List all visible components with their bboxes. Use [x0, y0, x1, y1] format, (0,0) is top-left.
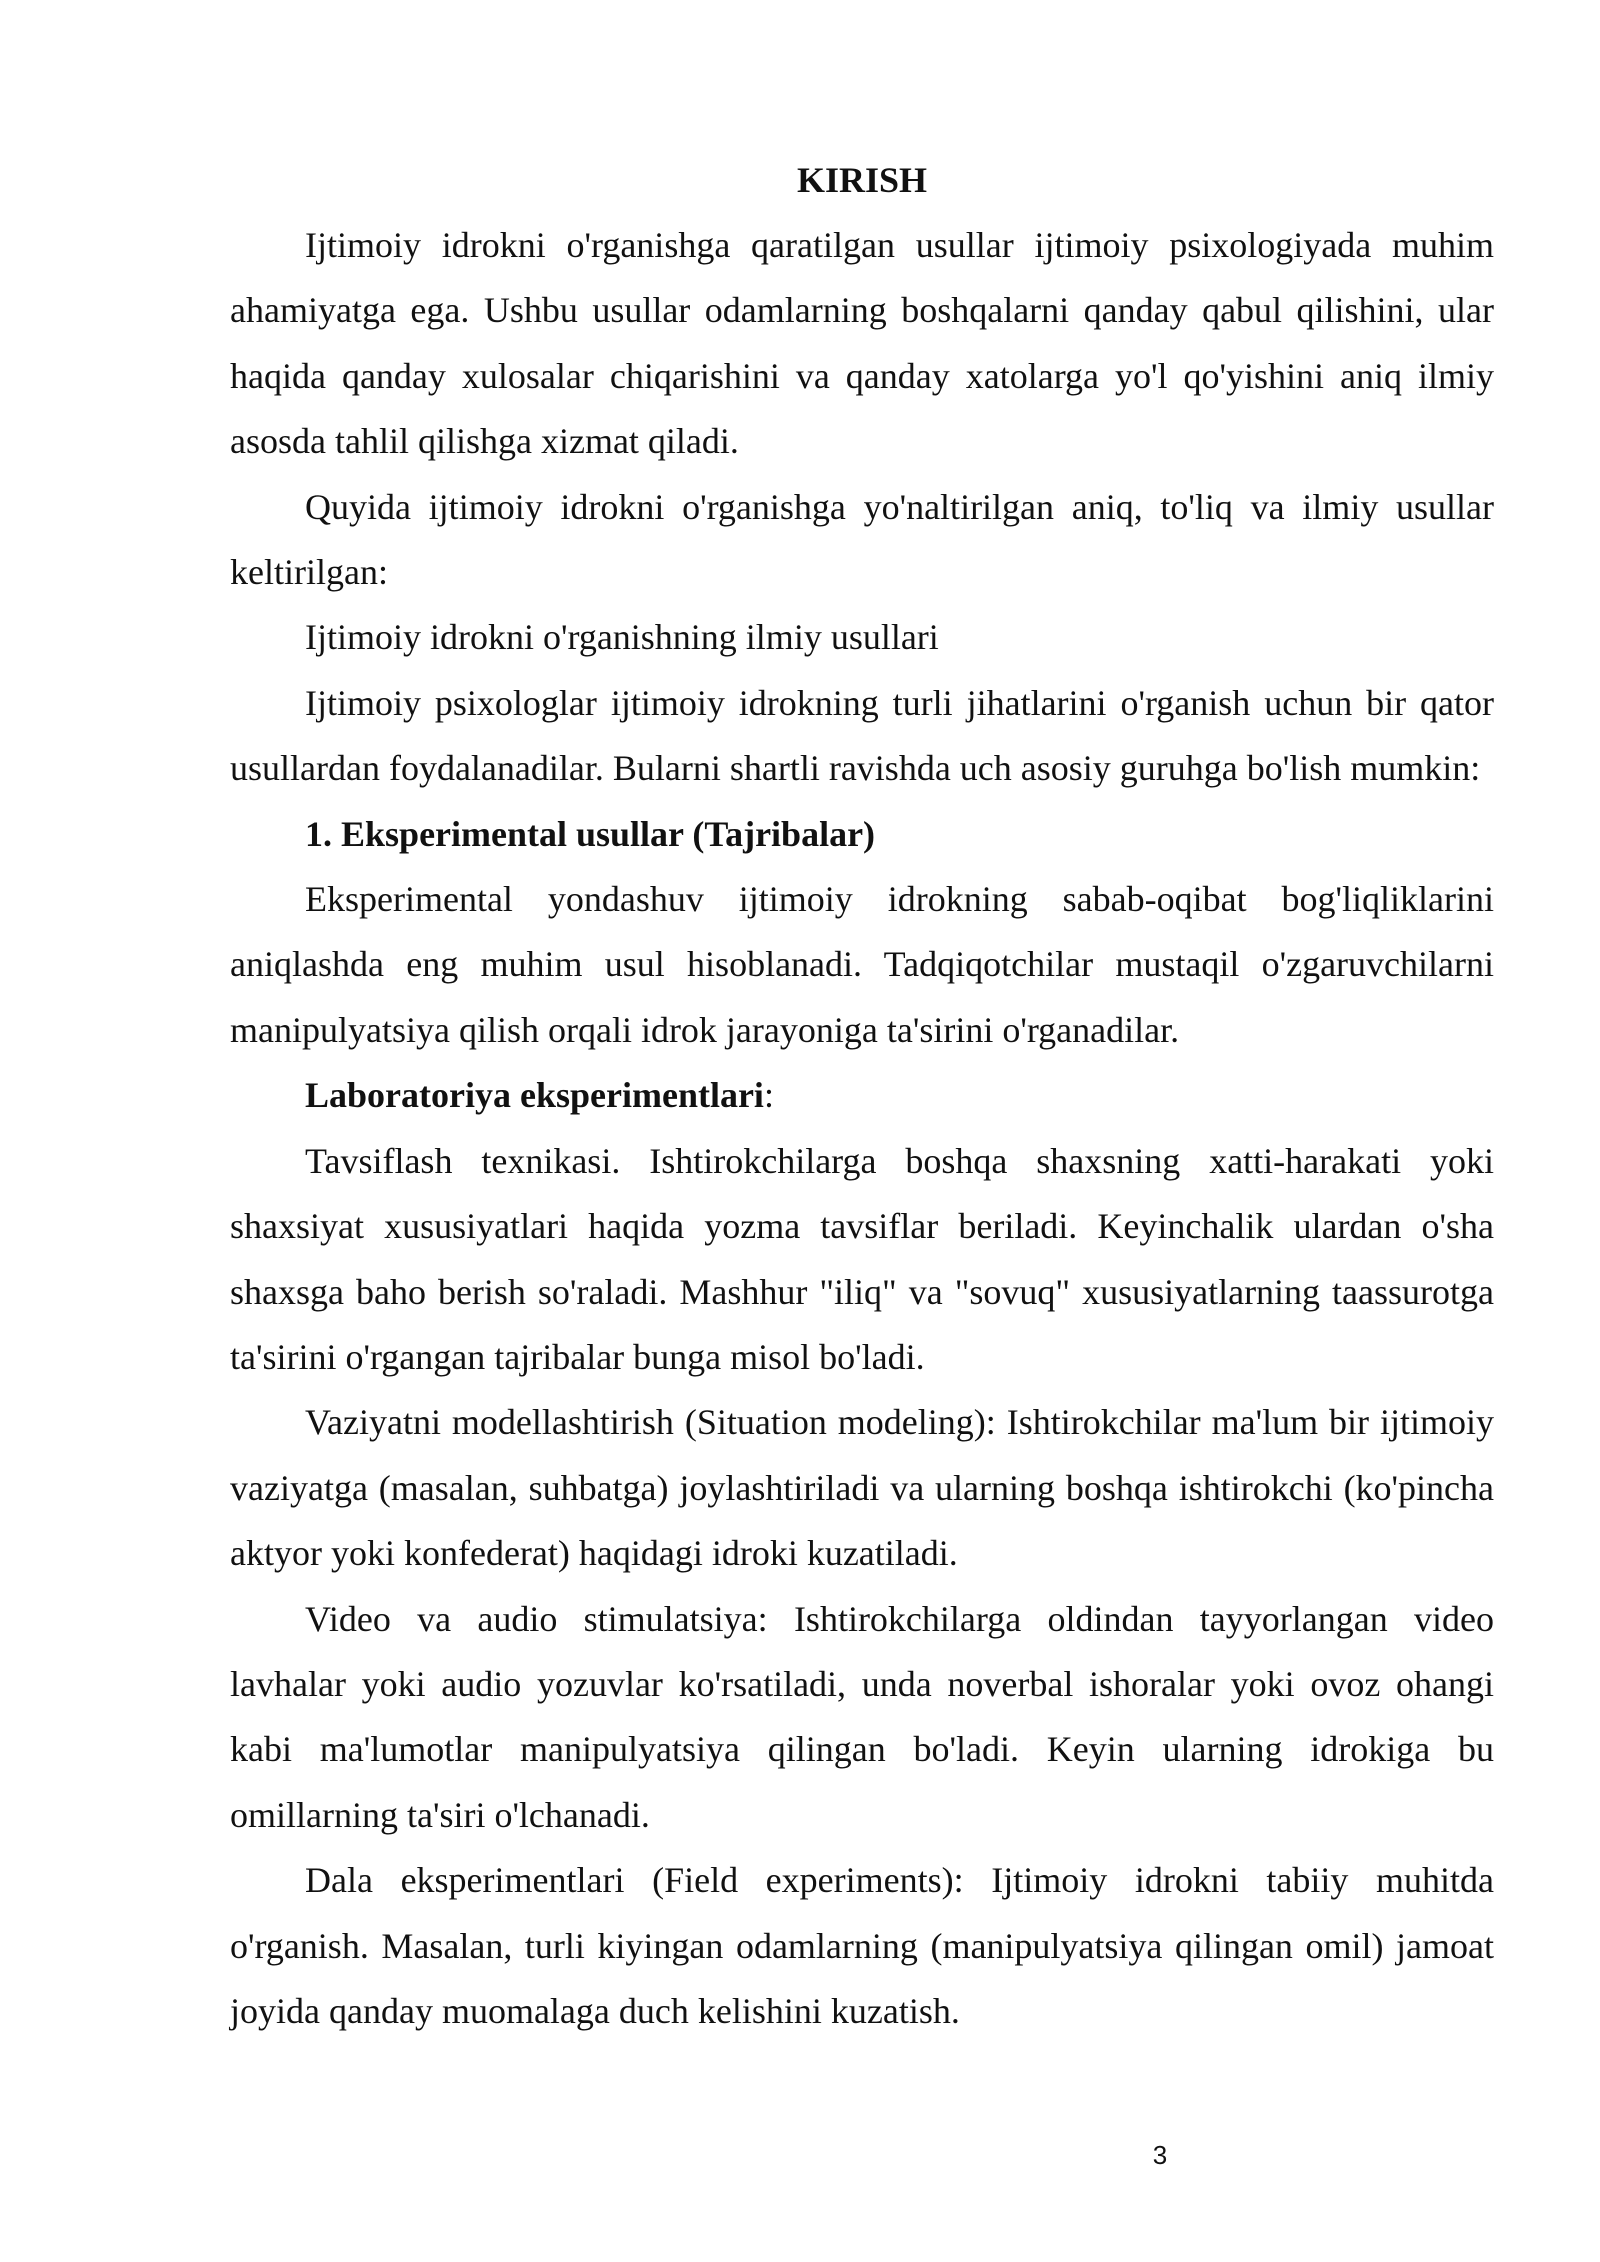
laboratory-heading-line: [230, 1063, 1494, 1128]
experimental-methods-heading: 1. Eksperimental usullar (Tajribalar): [305, 813, 876, 854]
page-number: 3: [1152, 2140, 1168, 2170]
section-title: Ijtimoiy idrokni o'rganishning ilmiy usullari: [305, 617, 939, 658]
intro-paragraph: Ijtimoiy idrokni o'rganishga qaratilgan usullar ijtimoiy psixologiyada muhim ahamiyatga ega. Ushbu usullar odamlarning boshqalarni qanday qabul qilishini, ular haqida qanday xulosalar chiqarishini va qanday xatolarga yo'l qo'yishini aniq ilmiy asosda tahlil qilishga xizmat qiladi.: [230, 225, 1494, 462]
document-page: [230, 148, 1494, 2044]
page-title: KIRISH: [796, 160, 928, 200]
situation-modeling-paragraph: Vaziyatni modellashtirish (Situation modeling): Ishtirokchilar ma'lum bir ijtimoiy vaziyatga (masalan, suhbatga) joylashtiriladi va ularning boshqa ishtirokchi (ko'pincha aktyor yoki konfederat) haqidagi idroki kuzatiladi.: [230, 1402, 1494, 1574]
laboratory-heading: Laboratoriya eksperimentlari: [305, 1075, 764, 1116]
video-audio-stimulation-paragraph: Video va audio stimulatsiya: Ishtirokchilarga oldindan tayyorlangan video lavhalar yoki audio yozuvlar ko'rsatiladi, unda noverbal ishoralar yoki ovoz ohangi kabi ma'lumotlar manipulyatsiya qilingan bo'ladi. Keyin ularning idrokiga bu omillarning ta'siri o'lchanadi.: [230, 1598, 1494, 1835]
methods-groups-paragraph: Ijtimoiy psixologlar ijtimoiy idrokning turli jihatlarini o'rganish uchun bir qator usullardan foydalanadilar. Bularni shartli ravishda uch asosiy guruhga bo'lish mumkin:: [230, 682, 1494, 789]
methods-introduction: Quyida ijtimoiy idrokni o'rganishga yo'naltirilgan aniq, to'liq va ilmiy usullar keltirilgan:: [230, 486, 1494, 593]
field-experiments-paragraph: Dala eksperimentlari (Field experiments): Ijtimoiy idrokni tabiiy muhitda o'rganish. Masalan, turli kiyingan odamlarning (manipulyatsiya qilingan omil) jamoat joyida qanday muomalaga duch kelishini kuzatish.: [230, 1860, 1494, 2031]
description-technique-paragraph: Tavsiflash texnikasi. Ishtirokchilarga boshqa shaxsning xatti-harakati yoki shaxsiyat xususiyatlari haqida yozma tavsiflar beriladi. Keyinchalik ulardan o'sha shaxsga baho berish so'raladi. Mashhur "iliq" va "sovuq" xususiyatlarning taassurotga ta'sirini o'rgangan tajribalar bunga misol bo'ladi.: [230, 1140, 1494, 1377]
experimental-approach-paragraph: Eksperimental yondashuv ijtimoiy idrokning sabab-oqibat bog'liqliklarini aniqlashda eng muhim usul hisoblanadi. Tadqiqotchilar mustaqil o'zgaruvchilarni manipulyatsiya qilish orqali idrok jarayoniga ta'sirini o'rganadilar.: [230, 879, 1494, 1050]
heading-colon: :: [763, 1075, 774, 1116]
